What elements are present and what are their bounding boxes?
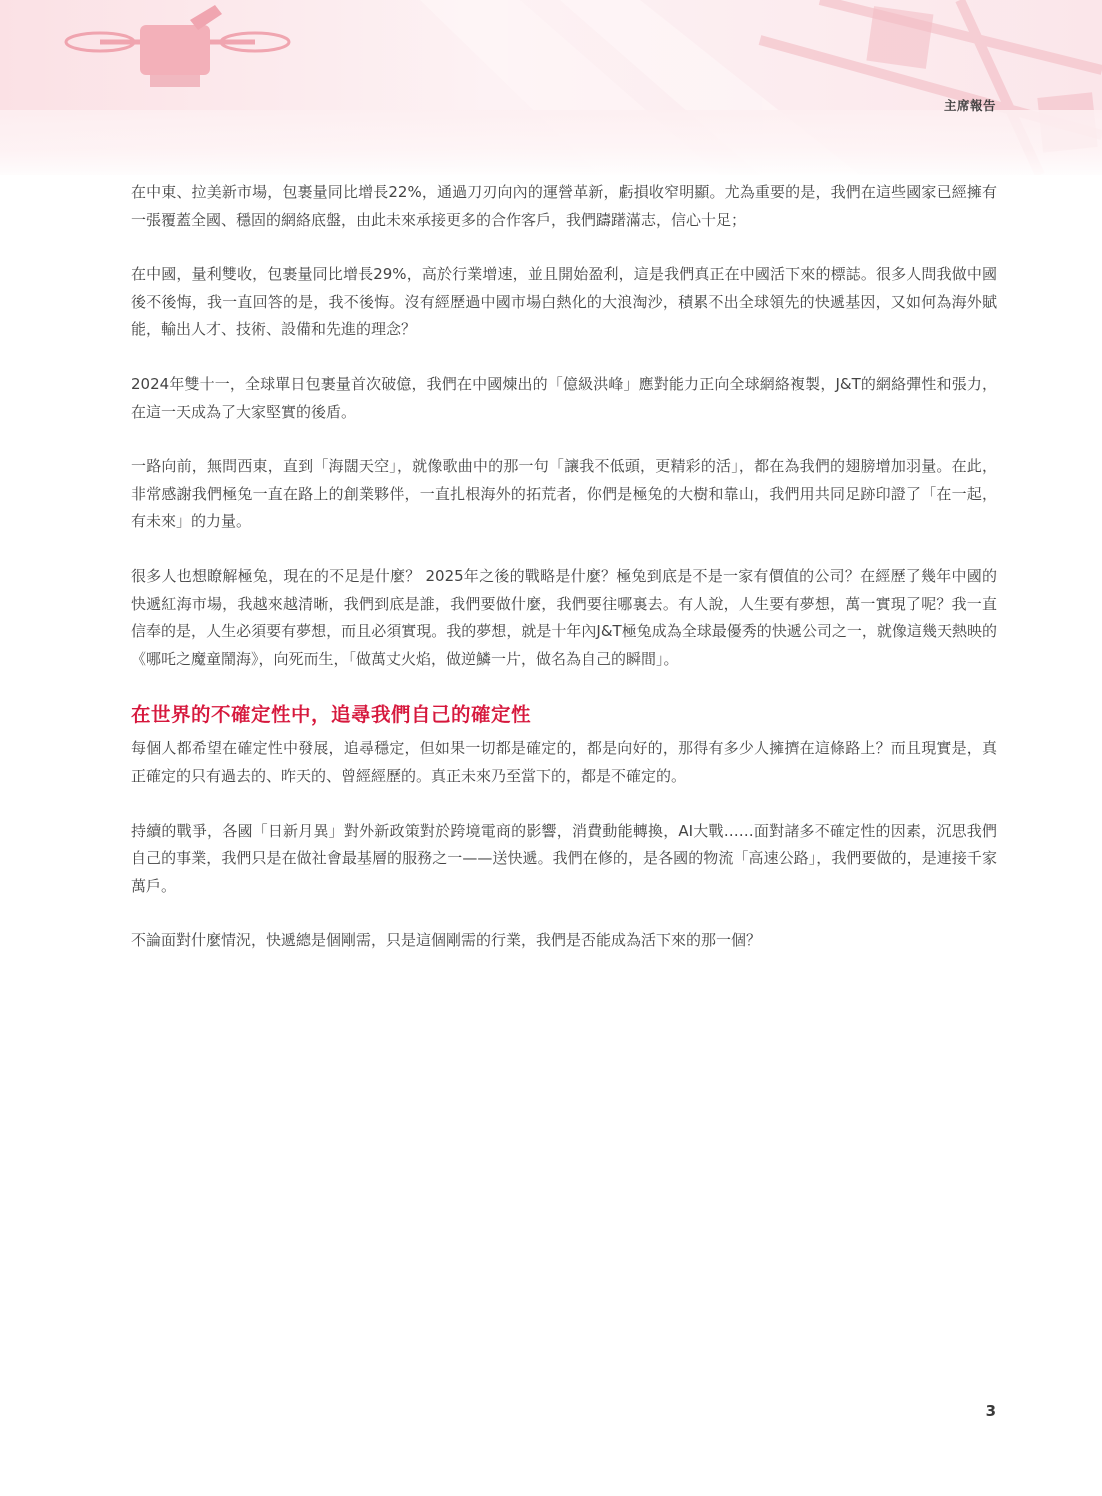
header-banner <box>0 0 1102 175</box>
page-number: 3 <box>985 1402 996 1420</box>
report-body <box>131 179 997 982</box>
paragraph: 不論面對什麼情況，快遞總是個剛需，只是這個剛需的行業，我們是否能成為活下來的那一個？ <box>131 931 762 950</box>
paragraph: 很多人也想瞭解極兔，現在的不足是什麼？ 2025年之後的戰略是什麼？極兔到底是不是一家有價值的公司？在經歷了幾年中國的快遞紅海市場，我越來越清晰，我們到底是誰，我們要做什麼，我們要往哪裏去。有人說，人生要有夢想，萬一實現了呢？我一直信奉的是，人生必須要有夢想，而且必須實現。我的夢想，就是十年內J&T極兔成為全球最優秀的快遞公司之一，就像這幾天熱映的《哪吒之魔童鬧海》，向死而生，「做萬丈火焰，做逆鱗一片，做名為自己的瞬間」。 <box>131 566 997 668</box>
paragraph: 2024年雙十一，全球單日包裹量首次破億，我們在中國煉出的「億級洪峰」應對能力正向全球網絡複製，J&T的網絡彈性和張力，在這一天成為了大家堅實的後盾。 <box>131 374 997 421</box>
paragraph: 在中國，量利雙收，包裹量同比增長29%，高於行業增速，並且開始盈利，這是我們真正在中國活下來的標誌。很多人問我做中國後不後悔，我一直回答的是，我不後悔。沒有經歷過中國市場白熱化的大浪淘沙，積累不出全球領先的快遞基因，又如何為海外賦能，輸出人才、技術、設備和先進的理念？ <box>131 265 997 339</box>
paragraph: 持續的戰爭，各國「日新月異」對外新政策對於跨境電商的影響，消費動能轉換，AI大戰……面對諸多不確定性的因素，沉思我們自己的事業，我們只是在做社會最基層的服務之一——送快遞。我們在修的，是各國的物流「高速公路」，我們要做的，是連接千家萬戶。 <box>131 821 997 895</box>
section-label: 主席報告 <box>943 98 996 113</box>
section-heading: 在世界的不確定性中，追尋我們自己的確定性 <box>131 703 532 727</box>
paragraph: 每個人都希望在確定性中發展，追尋穩定，但如果一切都是確定的，都是向好的，那得有多少人擁擠在這條路上？而且現實是，真正確定的只有過去的、昨天的、曾經經歷的。真正未來乃至當下的，都是不確定的。 <box>131 739 997 785</box>
paragraph: 一路向前，無問西東，直到「海闊天空」，就像歌曲中的那一句「讓我不低頭，更精彩的活」，都在為我們的翅膀增加羽量。在此，非常感謝我們極兔一直在路上的創業夥伴，一直扎根海外的拓荒者，你們是極兔的大樹和靠山，我們用共同足跡印證了「在一起，有未來」的力量。 <box>131 457 997 531</box>
paragraph: 在中東、拉美新市場，包裹量同比增長22%，通過刀刃向內的運營革新，虧損收窄明顯。尤為重要的是，我們在這些國家已經擁有一張覆蓋全國、穩固的網絡底盤，由此未來承接更多的合作客戶，我們躊躇滿志，信心十足； <box>131 183 997 229</box>
